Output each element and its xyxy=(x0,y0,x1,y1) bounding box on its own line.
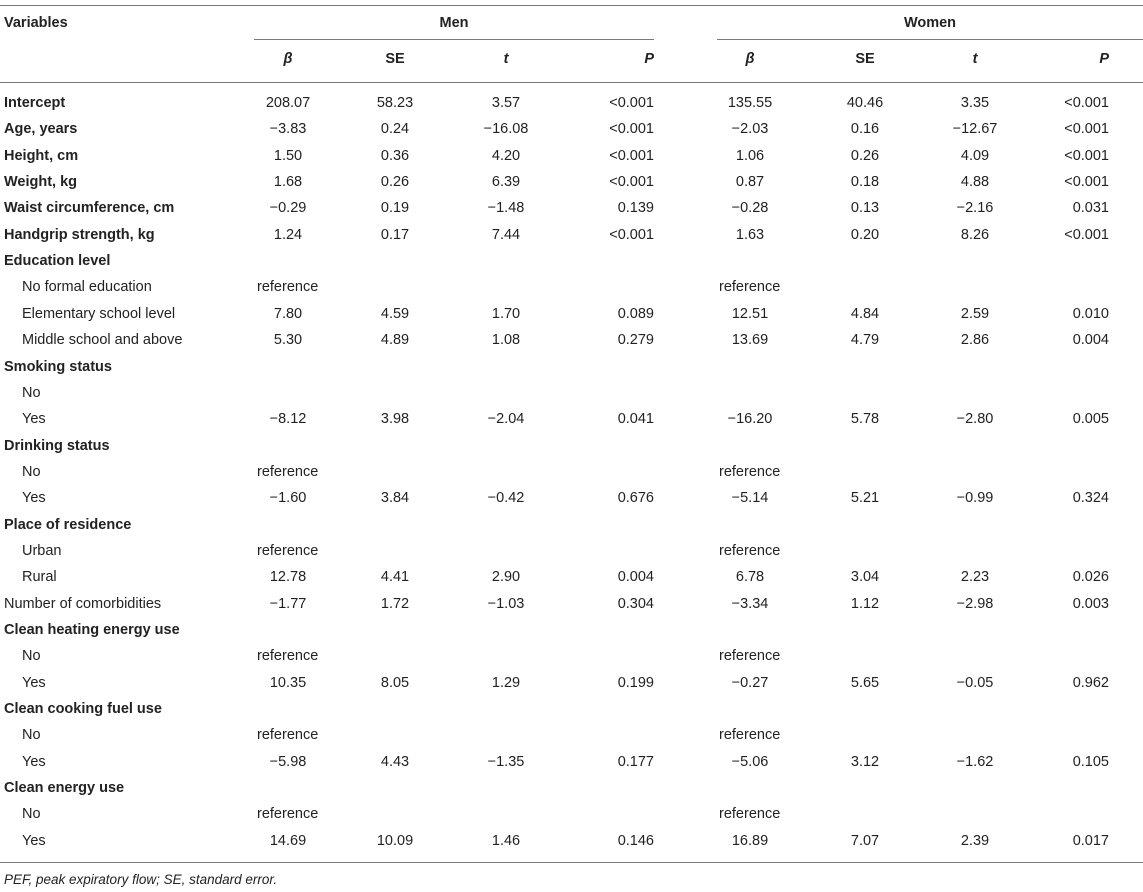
men-cell: −1.77 xyxy=(269,596,307,612)
men-cell: 4.59 xyxy=(380,306,410,322)
row-label: Yes xyxy=(22,754,46,770)
row-label: No xyxy=(22,464,41,480)
women-cell: 2.23 xyxy=(960,569,990,585)
row-label: No formal education xyxy=(22,279,152,295)
men-cell: −3.83 xyxy=(269,121,307,137)
men-cell: 208.07 xyxy=(265,95,311,111)
men-cell: 0.19 xyxy=(380,200,410,216)
row-label: Urban xyxy=(22,543,62,559)
women-cell: 5.65 xyxy=(850,675,880,691)
women-cell: 0.026 xyxy=(1072,569,1109,585)
men-cell: 0.004 xyxy=(617,569,654,585)
men-cell: −1.03 xyxy=(487,596,525,612)
men-cell: reference xyxy=(257,543,319,559)
men-cell: reference xyxy=(257,464,319,480)
row-label: Education level xyxy=(4,253,111,269)
men-cell: 7.80 xyxy=(273,306,303,322)
men-cell: 4.43 xyxy=(380,754,410,770)
men-cell: 0.36 xyxy=(380,148,410,164)
women-cell: 12.51 xyxy=(731,306,769,322)
women-cell: −2.03 xyxy=(731,121,769,137)
women-cell: reference xyxy=(719,648,781,664)
row-label: Number of comorbidities xyxy=(4,596,162,612)
women-cell: 4.84 xyxy=(850,306,880,322)
row-label: Yes xyxy=(22,675,46,691)
women-cell: 0.16 xyxy=(850,121,880,137)
men-cell: reference xyxy=(257,727,319,743)
women-cell: 7.07 xyxy=(850,833,880,849)
men-cell: <0.001 xyxy=(609,148,654,164)
table-bottom-rule xyxy=(0,862,1143,863)
row-label: Middle school and above xyxy=(22,332,183,348)
women-cell: −0.27 xyxy=(731,675,769,691)
men-cell: 6.39 xyxy=(491,174,521,190)
men-cell: 3.84 xyxy=(380,490,410,506)
men-cell: <0.001 xyxy=(609,174,654,190)
men-cell: 1.29 xyxy=(491,675,521,691)
men-cell: 0.279 xyxy=(617,332,654,348)
women-cell: 0.004 xyxy=(1072,332,1109,348)
women-cell: reference xyxy=(719,543,781,559)
men-cell: 0.676 xyxy=(617,490,654,506)
row-label: No xyxy=(22,727,41,743)
row-label: Clean cooking fuel use xyxy=(4,701,162,717)
women-cell: 1.63 xyxy=(735,227,765,243)
men-cell: 5.30 xyxy=(273,332,303,348)
women-cell: 0.962 xyxy=(1072,675,1109,691)
row-label: Intercept xyxy=(4,95,66,111)
men-cell: <0.001 xyxy=(609,121,654,137)
row-label: Yes xyxy=(22,490,46,506)
women-cell: 0.005 xyxy=(1072,411,1109,427)
women-cell: 0.017 xyxy=(1072,833,1109,849)
women-cell: −0.28 xyxy=(731,200,769,216)
men-cell: 0.17 xyxy=(380,227,410,243)
men-cell: 1.72 xyxy=(380,596,410,612)
women-cell: <0.001 xyxy=(1064,227,1109,243)
women-se-header: SE xyxy=(855,51,875,67)
women-cell: 13.69 xyxy=(731,332,769,348)
women-cell: 0.324 xyxy=(1072,490,1109,506)
women-cell: 4.79 xyxy=(850,332,880,348)
women-cell: reference xyxy=(719,279,781,295)
women-header-underline xyxy=(717,39,1143,40)
row-label: Yes xyxy=(22,833,46,849)
men-cell: 1.70 xyxy=(491,306,521,322)
men-cell: 4.89 xyxy=(380,332,410,348)
men-cell: −0.29 xyxy=(269,200,307,216)
women-cell: 5.78 xyxy=(850,411,880,427)
women-cell: 1.06 xyxy=(735,148,765,164)
men-cell: 0.041 xyxy=(617,411,654,427)
women-cell: reference xyxy=(719,727,781,743)
men-cell: 7.44 xyxy=(491,227,521,243)
women-cell: 135.55 xyxy=(727,95,773,111)
women-cell: 0.18 xyxy=(850,174,880,190)
women-cell: 16.89 xyxy=(731,833,769,849)
women-cell: 0.20 xyxy=(850,227,880,243)
row-label: Rural xyxy=(22,569,57,585)
men-cell: reference xyxy=(257,648,319,664)
men-cell: 1.46 xyxy=(491,833,521,849)
women-cell: −1.62 xyxy=(956,754,994,770)
men-header: Men xyxy=(439,15,469,31)
men-cell: 14.69 xyxy=(269,833,307,849)
men-cell: 4.41 xyxy=(380,569,410,585)
women-cell: <0.001 xyxy=(1064,95,1109,111)
men-cell: −0.42 xyxy=(487,490,525,506)
row-label: Clean energy use xyxy=(4,780,125,796)
women-cell: 4.09 xyxy=(960,148,990,164)
row-label: Place of residence xyxy=(4,517,132,533)
women-cell: 0.003 xyxy=(1072,596,1109,612)
table-top-rule xyxy=(0,5,1143,6)
men-cell: −8.12 xyxy=(269,411,307,427)
men-cell: −5.98 xyxy=(269,754,307,770)
men-cell: 0.139 xyxy=(617,200,654,216)
women-t-header: t xyxy=(972,51,978,67)
men-cell: 1.68 xyxy=(273,174,303,190)
row-label: Smoking status xyxy=(4,359,112,375)
row-label: Clean heating energy use xyxy=(4,622,180,638)
row-label: Elementary school level xyxy=(22,306,176,322)
women-cell: 8.26 xyxy=(960,227,990,243)
women-cell: 3.12 xyxy=(850,754,880,770)
men-cell: 0.26 xyxy=(380,174,410,190)
women-cell: −5.14 xyxy=(731,490,769,506)
women-cell: 40.46 xyxy=(846,95,884,111)
women-cell: 0.010 xyxy=(1072,306,1109,322)
women-cell: 0.87 xyxy=(735,174,765,190)
women-cell: 2.59 xyxy=(960,306,990,322)
row-label: Handgrip strength, kg xyxy=(4,227,155,243)
men-cell: −1.60 xyxy=(269,490,307,506)
men-cell: 0.146 xyxy=(617,833,654,849)
men-cell: 12.78 xyxy=(269,569,307,585)
men-cell: 3.98 xyxy=(380,411,410,427)
row-label: Height, cm xyxy=(4,148,79,164)
women-cell: 0.26 xyxy=(850,148,880,164)
men-cell: 0.24 xyxy=(380,121,410,137)
row-label: No xyxy=(22,806,41,822)
row-label: Waist circumference, cm xyxy=(4,200,175,216)
men-cell: 1.50 xyxy=(273,148,303,164)
men-cell: 0.199 xyxy=(617,675,654,691)
women-cell: −0.99 xyxy=(956,490,994,506)
women-cell: 3.35 xyxy=(960,95,990,111)
men-cell: 3.57 xyxy=(491,95,521,111)
women-cell: 0.13 xyxy=(850,200,880,216)
men-cell: reference xyxy=(257,806,319,822)
women-cell: <0.001 xyxy=(1064,148,1109,164)
women-header: Women xyxy=(903,15,957,31)
men-cell: 0.177 xyxy=(617,754,654,770)
men-cell: 2.90 xyxy=(491,569,521,585)
men-cell: −1.48 xyxy=(487,200,525,216)
men-cell: 0.304 xyxy=(617,596,654,612)
women-cell: <0.001 xyxy=(1064,174,1109,190)
men-cell: 8.05 xyxy=(380,675,410,691)
women-cell: −3.34 xyxy=(731,596,769,612)
men-cell: −1.35 xyxy=(487,754,525,770)
women-cell: <0.001 xyxy=(1064,121,1109,137)
men-cell: <0.001 xyxy=(609,95,654,111)
header-bottom-rule xyxy=(0,82,1143,83)
men-cell: 10.35 xyxy=(269,675,307,691)
women-cell: −2.16 xyxy=(956,200,994,216)
row-label: Weight, kg xyxy=(4,174,78,190)
men-header-underline xyxy=(254,39,654,40)
women-cell: 2.86 xyxy=(960,332,990,348)
variables-header: Variables xyxy=(4,15,68,31)
women-cell: reference xyxy=(719,806,781,822)
men-cell: −16.08 xyxy=(483,121,529,137)
men-cell: <0.001 xyxy=(609,227,654,243)
men-cell: 0.089 xyxy=(617,306,654,322)
women-cell: −5.06 xyxy=(731,754,769,770)
men-cell: 10.09 xyxy=(376,833,414,849)
men-t-header: t xyxy=(503,51,509,67)
men-se-header: SE xyxy=(385,51,405,67)
women-cell: −2.80 xyxy=(956,411,994,427)
women-cell: reference xyxy=(719,464,781,480)
women-cell: 4.88 xyxy=(960,174,990,190)
women-beta-header: β xyxy=(745,51,755,67)
women-cell: 0.031 xyxy=(1072,200,1109,216)
row-label: Drinking status xyxy=(4,438,110,454)
men-cell: 1.08 xyxy=(491,332,521,348)
row-label: Age, years xyxy=(4,121,78,137)
women-cell: 0.105 xyxy=(1072,754,1109,770)
men-p-header: P xyxy=(644,51,654,67)
men-beta-header: β xyxy=(283,51,293,67)
table-footnote: PEF, peak expiratory flow; SE, standard error. xyxy=(4,872,278,887)
women-cell: 5.21 xyxy=(850,490,880,506)
women-p-header: P xyxy=(1099,51,1109,67)
row-label: No xyxy=(22,385,41,401)
women-cell: 3.04 xyxy=(850,569,880,585)
women-cell: −12.67 xyxy=(952,121,998,137)
women-cell: −2.98 xyxy=(956,596,994,612)
men-cell: 4.20 xyxy=(491,148,521,164)
women-cell: 2.39 xyxy=(960,833,990,849)
women-cell: 1.12 xyxy=(850,596,880,612)
women-cell: −0.05 xyxy=(956,675,994,691)
men-cell: 1.24 xyxy=(273,227,303,243)
women-cell: 6.78 xyxy=(735,569,765,585)
row-label: Yes xyxy=(22,411,46,427)
women-cell: −16.20 xyxy=(727,411,773,427)
men-cell: 58.23 xyxy=(376,95,414,111)
men-cell: −2.04 xyxy=(487,411,525,427)
men-cell: reference xyxy=(257,279,319,295)
row-label: No xyxy=(22,648,41,664)
